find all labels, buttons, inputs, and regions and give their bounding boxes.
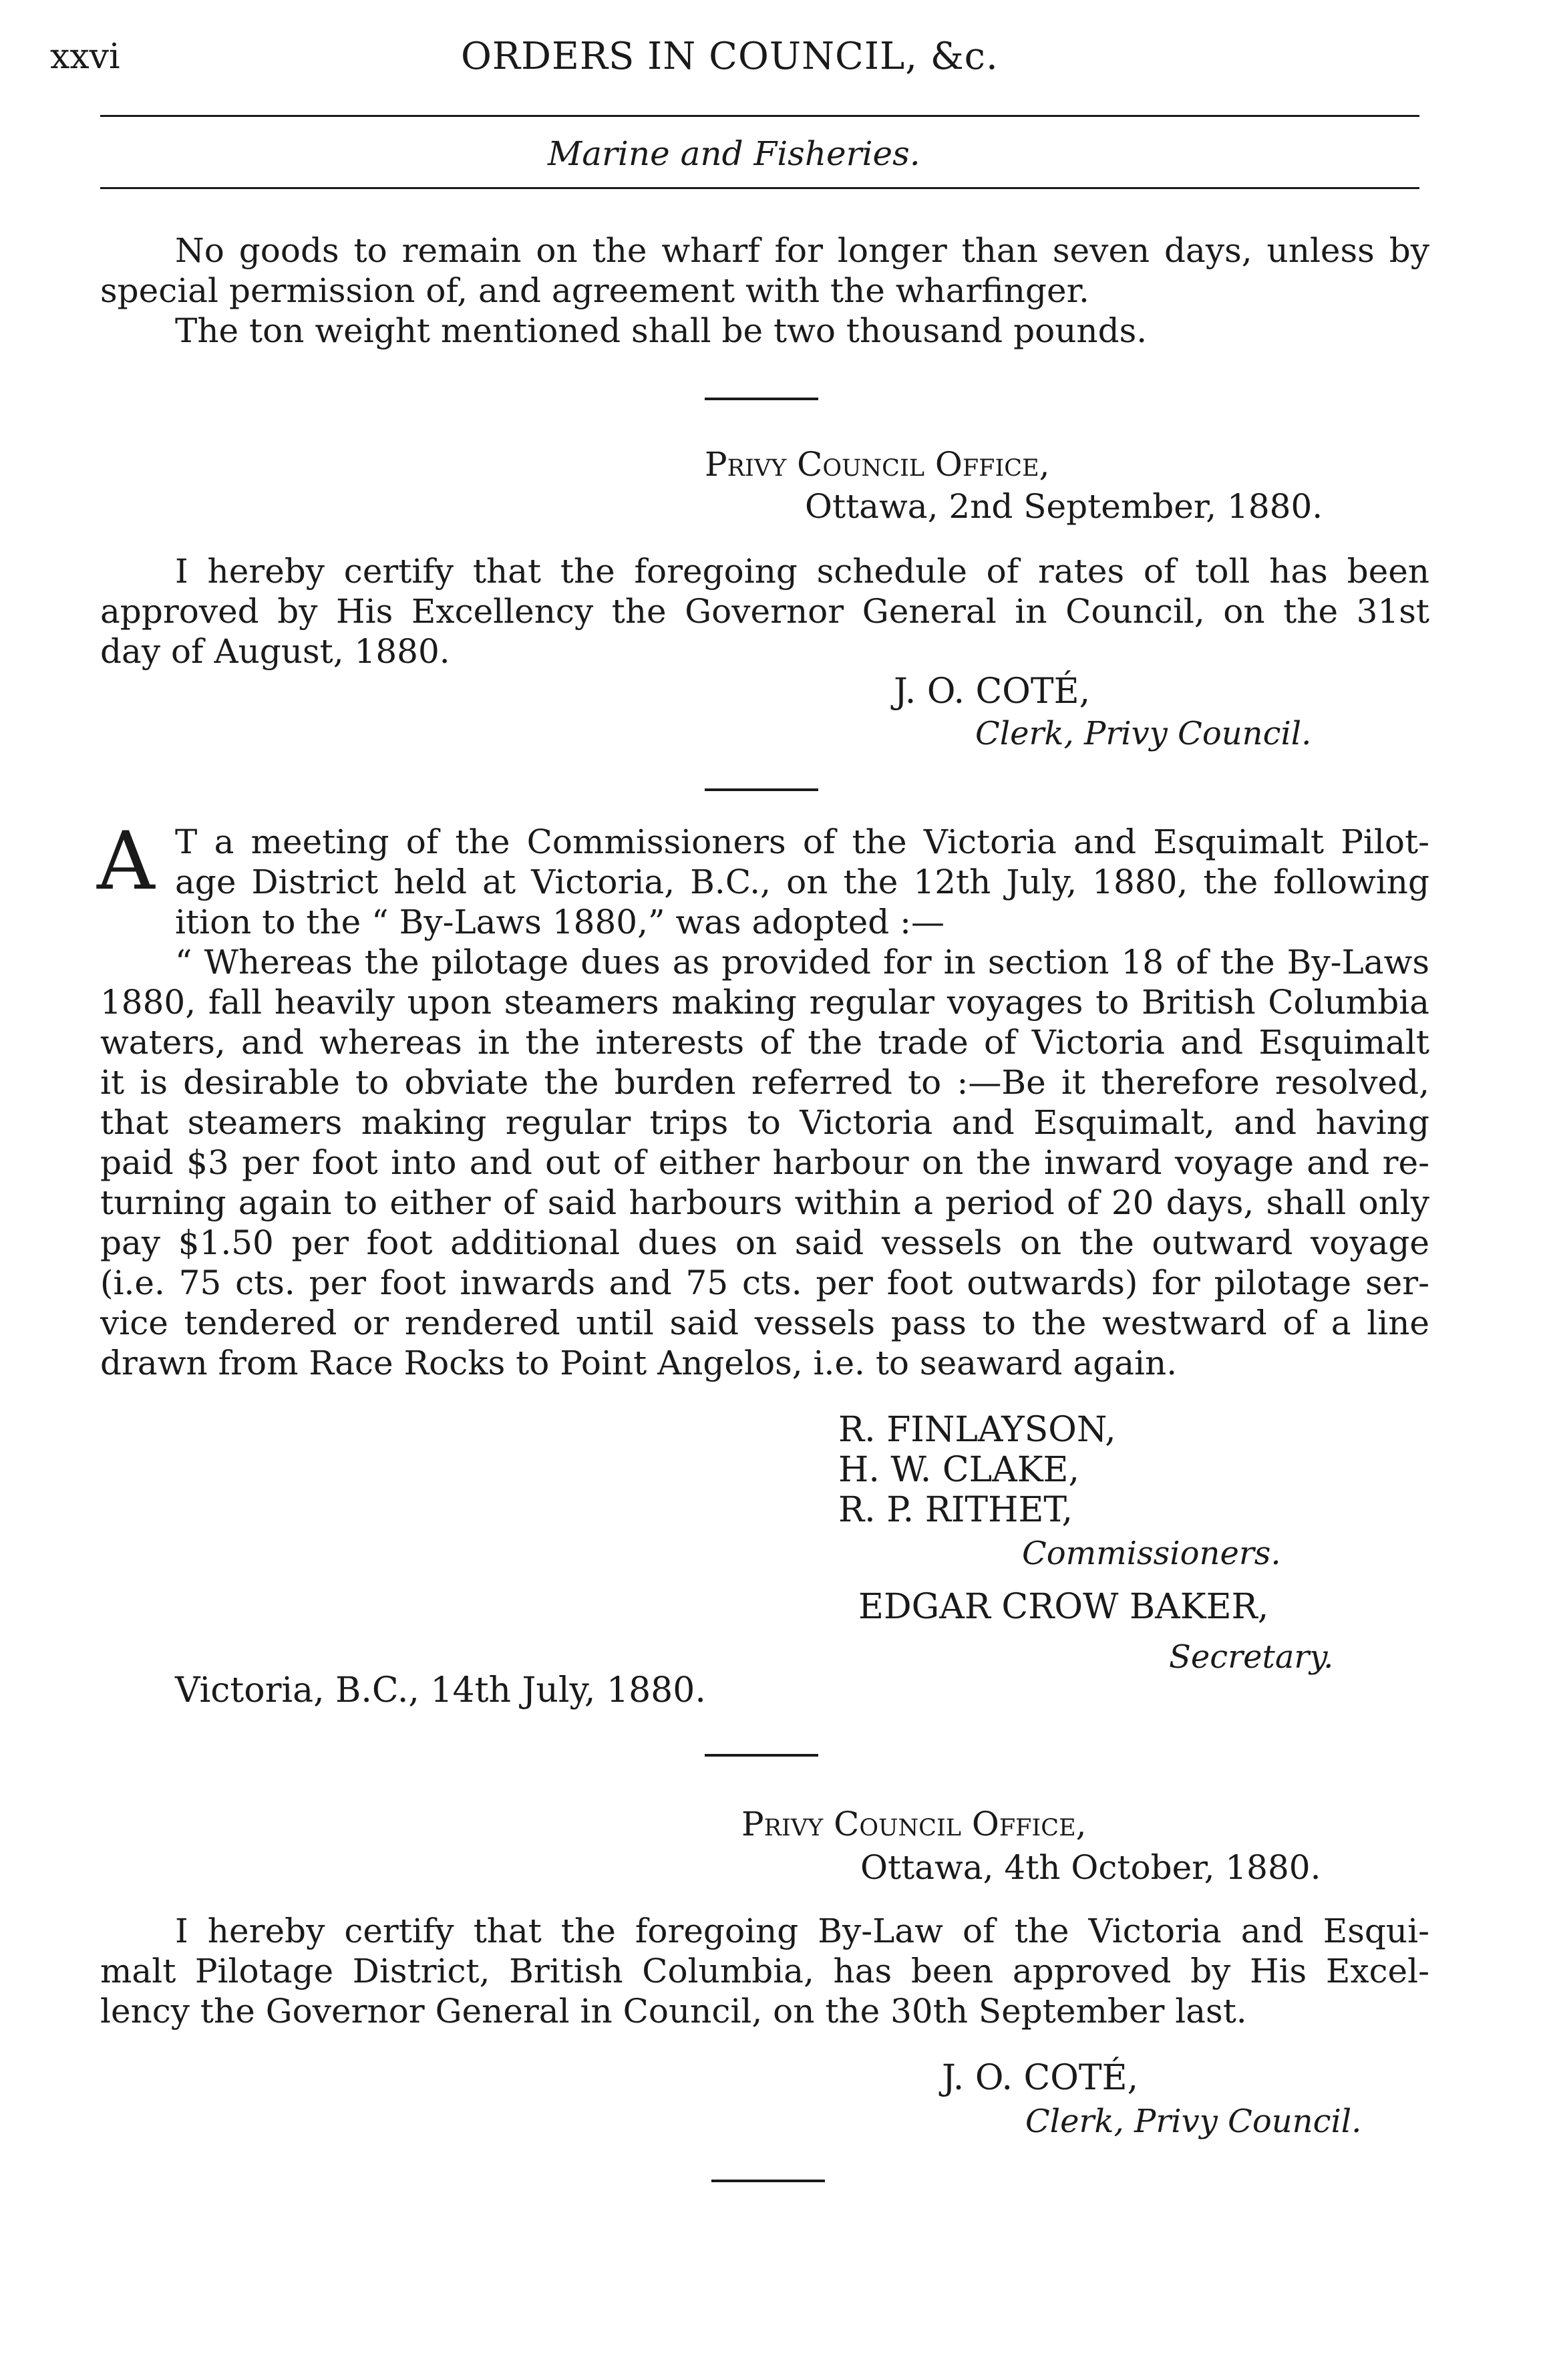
pilotage-line-4: waters, and whereas in the interests of the trade of Victoria and Esquimalt (100, 1023, 1429, 1062)
header-rule-bottom (100, 187, 1419, 189)
pilotage-line-10: (i.e. 75 cts. per foot inwards and 75 cts. per foot outwards) for pilotage ser- (100, 1263, 1429, 1302)
header-rule-top (100, 115, 1419, 117)
cert1-line-2: approved by His Excellency the Governor General in Council, on the 31st (100, 592, 1429, 631)
page-number: xxvi (50, 37, 120, 77)
secretary-name: EDGAR CROW BAKER, (858, 1587, 1269, 1627)
cert2-line-3: lency the Governor General in Council, on the 30th September last. (100, 1992, 1247, 2031)
cert1-signer: J. O. COTÉ, (894, 672, 1091, 712)
running-title: ORDERS IN COUNCIL, &c. (461, 35, 999, 78)
section-heading: Marine and Fisheries. (548, 134, 920, 173)
pilotage-line-7: paid $3 per foot into and out of either harbour on the inward voyage and re- (100, 1143, 1429, 1182)
pilotage-line-11: vice tendered or rendered until said vessels pass to the westward of a line (100, 1304, 1429, 1342)
separator-3 (705, 1754, 818, 1757)
cert2-office: Privy Council Office, (741, 1805, 1087, 1843)
cert1-place-date: Ottawa, 2nd September, 1880. (805, 487, 1323, 526)
cert2-signer: J. O. COTÉ, (942, 2058, 1139, 2098)
pilotage-line-12: drawn from Race Rocks to Point Angelos, i.e. to seaward again. (100, 1344, 1178, 1382)
separator-2 (705, 788, 818, 791)
wharf-line-1: No goods to remain on the wharf for longer than seven days, unless by (175, 231, 1429, 270)
wharf-line-3: The ton weight mentioned shall be two thousand pounds. (175, 311, 1148, 350)
cert1-office: Privy Council Office, (705, 445, 1050, 484)
pilotage-place-date: Victoria, B.C., 14th July, 1880. (175, 1670, 706, 1710)
separator-1 (705, 398, 818, 400)
pilotage-line-2: “ Whereas the pilotage dues as provided for in section 18 of the By-Laws (175, 943, 1429, 982)
pilotage-line-1: ition to the “ By-Laws 1880,” was adopted :— (175, 903, 945, 941)
cert2-signer-title: Clerk, Privy Council. (1025, 2103, 1362, 2140)
cert2-line-1: I hereby certify that the foregoing By-Law of the Victoria and Esqui- (175, 1912, 1429, 1950)
cert1-line-1: I hereby certify that the foregoing schedule of rates of toll has been (175, 552, 1429, 591)
pilotage-line-5: it is desirable to obviate the burden referred to :—Be it therefore resolved, (100, 1063, 1429, 1102)
pilotage-line-6: that steamers making regular trips to Victoria and Esquimalt, and having (100, 1103, 1429, 1142)
commissioner-2: H. W. CLAKE, (838, 1450, 1080, 1490)
cert1-line-3: day of August, 1880. (100, 632, 450, 671)
commissioner-1: R. FINLAYSON, (838, 1410, 1116, 1450)
pilotage-line-3: 1880, fall heavily upon steamers making regular voyages to British Columbia (100, 983, 1429, 1022)
pilotage-line-9: pay $1.50 per foot additional dues on said vessels on the outward voyage (100, 1223, 1429, 1262)
wharf-line-2: special permission of, and agreement with the wharfinger. (100, 271, 1089, 310)
cert1-signer-title: Clerk, Privy Council. (975, 715, 1312, 752)
cert2-place-date: Ottawa, 4th October, 1880. (860, 1848, 1321, 1887)
commissioner-3: R. P. RITHET, (838, 1490, 1073, 1530)
commissioners-title: Commissioners. (1022, 1535, 1281, 1572)
pilotage-line-8: turning again to either of said harbours within a period of 20 days, shall only (100, 1183, 1429, 1222)
pilotage-first-line-1: T a meeting of the Commissioners of the Victoria and Esquimalt Pilot- (175, 823, 1429, 861)
drop-cap: A (97, 815, 155, 908)
pilotage-first-line-2: age District held at Victoria, B.C., on the 12th July, 1880, the following (175, 863, 1429, 901)
secretary-title: Secretary. (1169, 1638, 1334, 1676)
separator-4 (711, 2180, 825, 2182)
cert2-line-2: malt Pilotage District, British Columbia, has been approved by His Excel- (100, 1952, 1429, 1990)
